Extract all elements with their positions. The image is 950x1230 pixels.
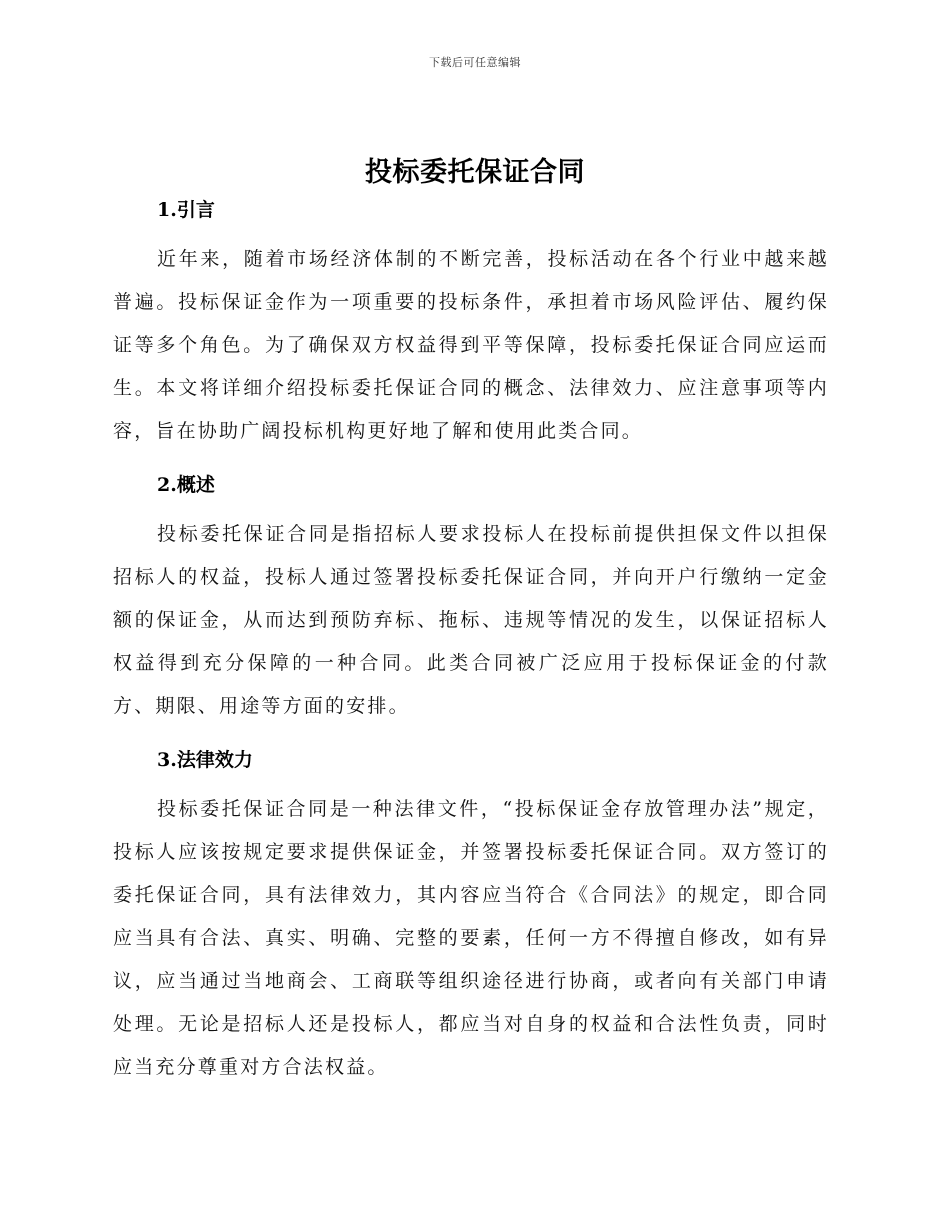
section-overview xyxy=(113,467,829,728)
section-paragraph: 投标委托保证合同是指招标人要求投标人在投标前提供担保文件以担保招标人的权益，投标人通过签署投标委托保证合同，并向开户行缴纳一定金额的保证金，从而达到预防弃标、拖标、违规等情况的发生，以保证招标人权益得到充分保障的一种合同。此类合同被广泛应用于投标保证金的付款方、期限、用途等方面的安排。 xyxy=(113,523,829,717)
section-heading: 3.法律效力 xyxy=(157,749,253,771)
header-note: 下载后可任意编辑 xyxy=(429,56,521,69)
section-heading: 2.概述 xyxy=(157,474,215,496)
section-heading: 1.引言 xyxy=(157,199,215,221)
section-paragraph: 投标委托保证合同是一种法律文件，“投标保证金存放管理办法”规定，投标人应该按规定要求提供保证金，并签署投标委托保证合同。双方签订的委托保证合同，具有法律效力，其内容应当符合《合同法》的规定，即合同应当具有合法、真实、明确、完整的要素，任何一方不得擅自修改，如有异议，应当通过当地商会、工商联等组织途径进行协商，或者向有关部门申请处理。无论是招标人还是投标人，都应当对自身的权益和合法性负责，同时应当充分尊重对方合法权益。 xyxy=(113,798,829,1078)
document-title: 投标委托保证合同 xyxy=(365,157,585,188)
section-paragraph: 近年来，随着市场经济体制的不断完善，投标活动在各个行业中越来越普遍。投标保证金作为一项重要的投标条件，承担着市场风险评估、履约保证等多个角色。为了确保双方权益得到平等保障，投标委托保证合同应运而生。本文将详细介绍投标委托保证合同的概念、法律效力、应注意事项等内容，旨在协助广阔投标机构更好地了解和使用此类合同。 xyxy=(113,248,829,442)
document-body xyxy=(113,192,829,1103)
section-legal-effect xyxy=(113,742,829,1089)
section-introduction xyxy=(113,192,829,453)
